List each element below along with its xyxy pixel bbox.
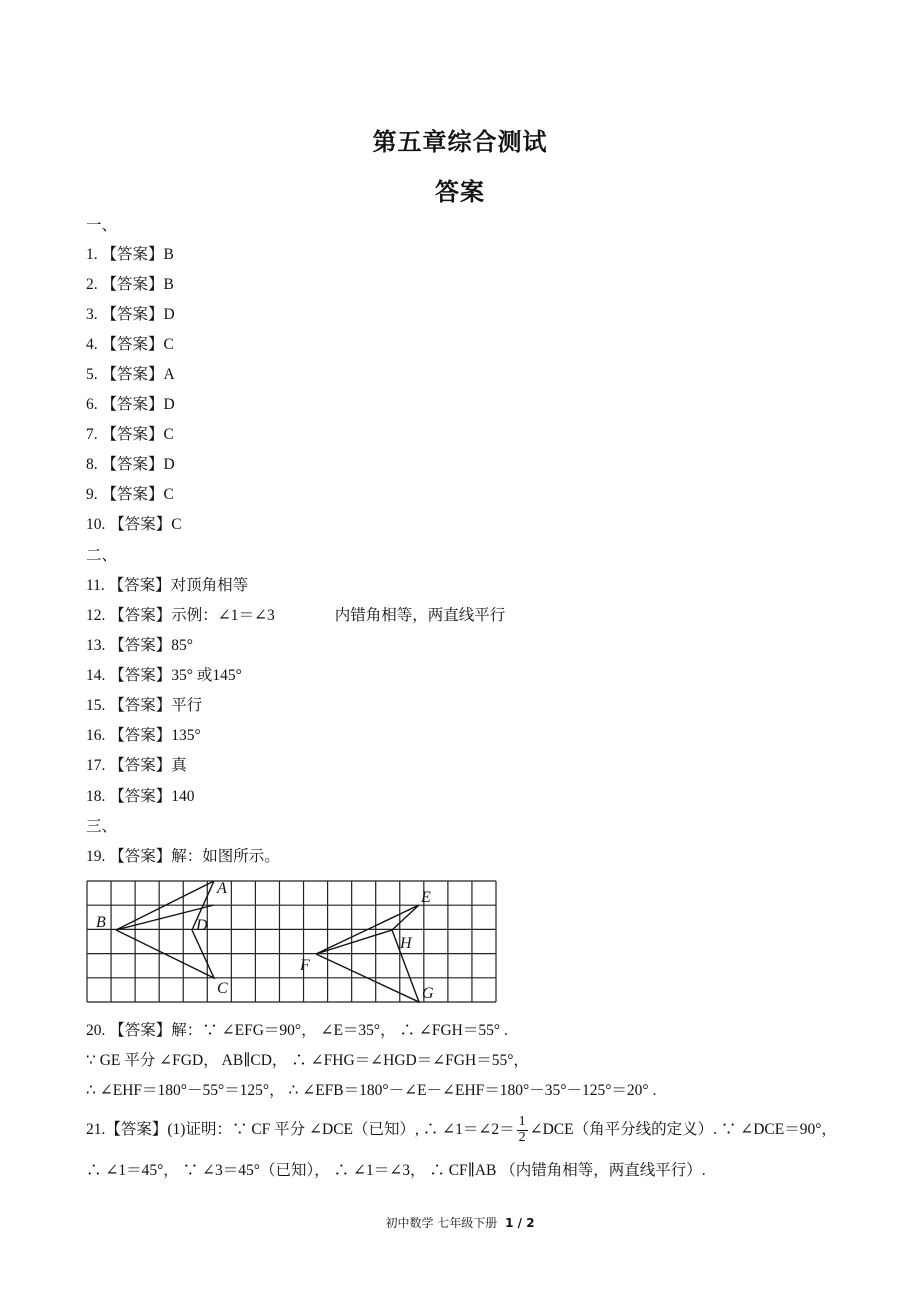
grid-figure (86, 878, 498, 1004)
answer-21-part-a: 21.【答案】(1)证明：∵ CF 平分 ∠DCE（已知）, ∴ ∠1＝∠2＝ (86, 1120, 515, 1138)
answer-19: 19. 【答案】解：如图所示。 (86, 848, 280, 865)
answer-4: 4. 【答案】C (86, 336, 174, 353)
answer-13: 13. 【答案】85° (86, 637, 193, 654)
answer-17: 17. 【答案】真 (86, 757, 187, 774)
answer-21-line-2: ∴ ∠1＝45°， ∵ ∠3＝45°（已知）， ∴ ∠1＝∠3， ∴ CF∥AB （内错角相等，两直线平行）. (86, 1162, 706, 1179)
answer-10: 10. 【答案】C (86, 516, 182, 533)
answer-14: 14. 【答案】35° 或145° (86, 667, 242, 684)
answer-5: 5. 【答案】A (86, 366, 175, 383)
answer-11: 11. 【答案】对顶角相等 (86, 577, 249, 594)
answer-1: 1. 【答案】B (86, 246, 174, 263)
label-G: G (422, 985, 434, 1002)
section-heading-2: 二、 (86, 547, 118, 564)
answer-12 (86, 608, 505, 624)
figure-labels (96, 880, 434, 1002)
answer-21-part-b: ∠DCE（角平分线的定义）. ∵ ∠DCE＝90°， (529, 1120, 837, 1138)
page-footer (0, 1214, 920, 1231)
label-E: E (421, 889, 431, 906)
page-number: 1 / 2 (505, 1216, 535, 1230)
grid-lines (87, 881, 496, 1002)
fraction-one-half (517, 1115, 528, 1145)
page-title: 第五章综合测试 (372, 128, 548, 156)
label-F: F (300, 957, 310, 974)
label-C: C (217, 980, 228, 997)
section-heading-1: 一、 (86, 217, 118, 234)
fraction-numerator: 1 (518, 1114, 526, 1129)
answer-12-main: 12. 【答案】示例：∠1＝∠3 (86, 607, 275, 624)
answer-9: 9. 【答案】C (86, 486, 174, 503)
answer-20-line-2: ∵ GE 平分 ∠FGD， AB∥CD， ∴ ∠FHG＝∠HGD＝∠FGH＝55°， (86, 1052, 529, 1069)
answer-21-line-1 (86, 1115, 837, 1145)
answer-6: 6. 【答案】D (86, 396, 175, 413)
label-B: B (96, 914, 106, 931)
figure-segments (116, 881, 419, 1002)
label-H: H (400, 935, 412, 952)
fraction-denominator: 2 (518, 1129, 526, 1145)
answer-7: 7. 【答案】C (86, 426, 174, 443)
answer-8: 8. 【答案】D (86, 456, 175, 473)
page-subtitle: 答案 (435, 178, 485, 206)
footer-text: 初中数学 七年级下册 (385, 1216, 498, 1230)
label-D: D (196, 917, 208, 934)
answer-2: 2. 【答案】B (86, 276, 174, 293)
answer-15: 15. 【答案】平行 (86, 697, 203, 714)
answer-18: 18. 【答案】140 (86, 788, 195, 805)
answer-20-line-3: ∴ ∠EHF＝180°－55°＝125°， ∴ ∠EFB＝180°－∠E－∠EHF＝180°－35°－125°＝20° . (86, 1082, 657, 1099)
answer-20-line-1: 20. 【答案】解：∵ ∠EFG＝90°， ∠E＝35°， ∴ ∠FGH＝55° . (86, 1022, 508, 1039)
label-A: A (217, 880, 227, 897)
section-heading-3: 三、 (86, 818, 118, 835)
answer-16: 16. 【答案】135° (86, 727, 201, 744)
answer-12-extra: 内错角相等，两直线平行 (334, 607, 506, 624)
answer-3: 3. 【答案】D (86, 306, 175, 323)
